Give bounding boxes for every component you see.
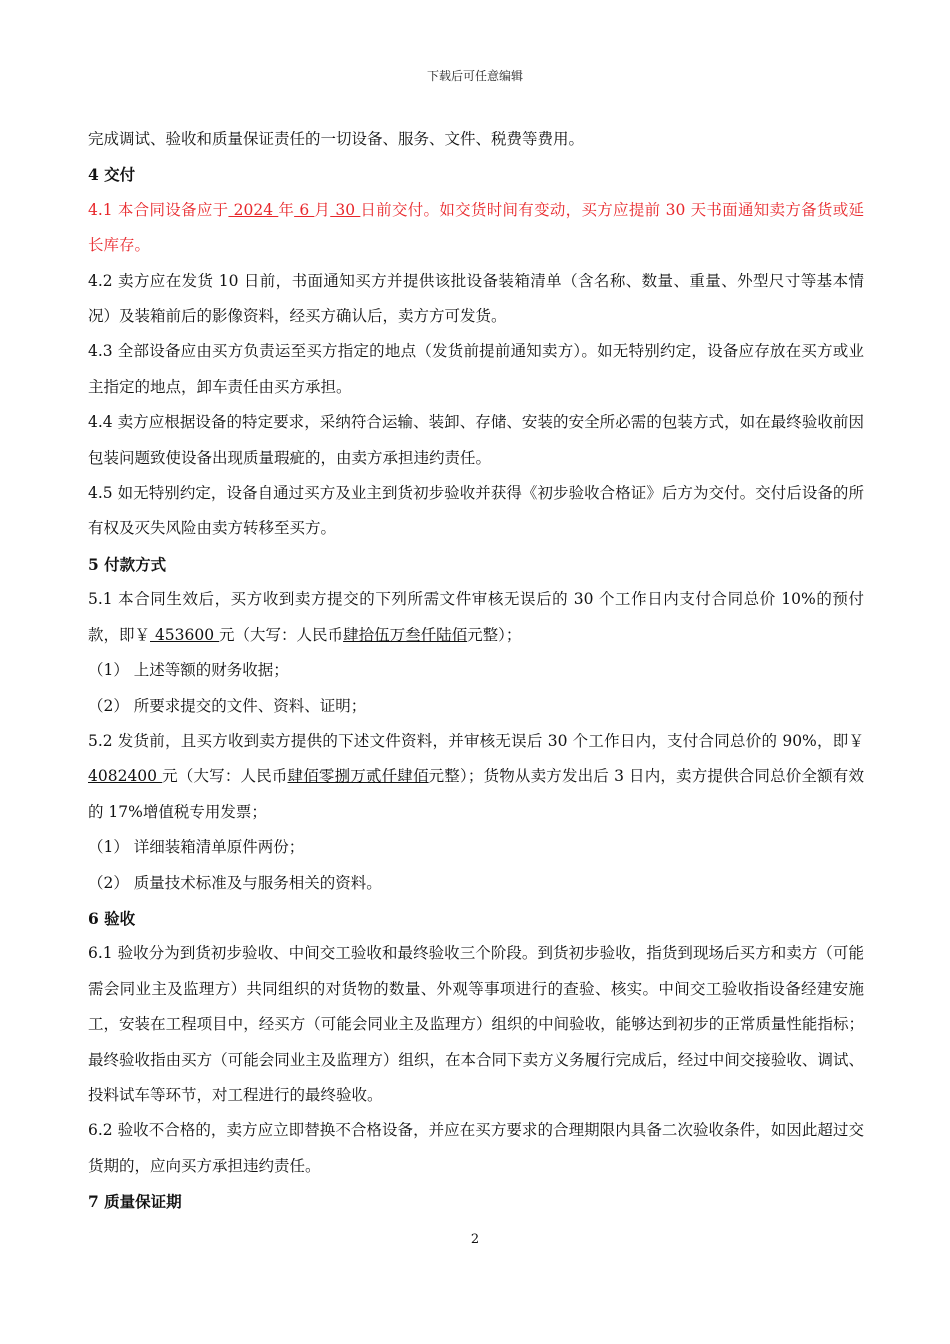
clause-5-1-text-b: 元（大写：人民币: [219, 625, 344, 644]
clause-5-2-text-a: 5.2 发货前，且买方收到卖方提供的下述文件资料，并审核无误后 30 个工作日内，支付合同总价的 90%，即￥: [88, 731, 864, 750]
clause-4-5: 4.5 如无特别约定，设备自通过买方及业主到货初步验收并获得《初步验收合格证》后方为交付。交付后设备的所有权及灭失风险由卖方转移至买方。: [88, 484, 864, 538]
clause-4-1: [88, 193, 864, 264]
section-heading-payment: 5 付款方式: [88, 554, 167, 574]
section-heading-delivery: 4 交付: [88, 165, 136, 185]
clause-5-1-text-a: 5.1 本合同生效后，买方收到卖方提交的下列所需文件审核无误后的 30 个工作日内支付合同总价 10%的预付款，即￥: [88, 590, 864, 644]
clause-4-3: 4.3 全部设备应由买方负责运至买方指定的地点（发货前提前通知卖方）。如无特别约定，设备应存放在买方或业主指定的地点，卸车责任由买方承担。: [88, 342, 864, 396]
document-body: [88, 122, 864, 1220]
clause-6-2: 6.2 验收不合格的，卖方应立即替换不合格设备，并应在买方要求的合理期限内具备二次验收条件，如因此超过交货期的，应向买方承担违约责任。: [88, 1121, 864, 1175]
paragraph-continuation: 完成调试、验收和质量保证责任的一切设备、服务、文件、税费等费用。: [88, 130, 585, 148]
page-header: 下载后可任意编辑: [426, 69, 523, 83]
clause-5-2-text-b: 元（大写：人民币: [162, 767, 288, 786]
clause-4-4: 4.4 卖方应根据设备的特定要求，采纳符合运输、装卸、存储、安装的安全所必需的包装方式，如在最终验收前因包装问题致使设备出现质量瑕疵的，由卖方承担违约责任。: [88, 413, 864, 467]
page-number: 2: [470, 1232, 480, 1247]
section-heading-warranty: 7 质量保证期: [88, 1192, 182, 1212]
clause-5-2-item-1: （1） 详细装箱清单原件两份；: [88, 838, 305, 857]
section-heading-acceptance: 6 验收: [88, 908, 136, 928]
clause-5-2-text-c: 元整）；货物从卖方发出后 3 日内，卖方提供合同总价全额有效的 17%增值税专用发票；: [88, 767, 864, 821]
delivery-day: 30: [330, 200, 361, 219]
clause-4-1-text-c: 月: [314, 200, 331, 219]
clause-4-2: 4.2 卖方应在发货 10 日前，书面通知买方并提供该批设备装箱清单（含名称、数量、重量、外型尺寸等基本情况）及装箱前后的影像资料，经买方确认后，卖方方可发货。: [88, 271, 864, 326]
clause-4-1-text-b: 年: [278, 200, 295, 219]
clause-6-1: 6.1 验收分为到货初步验收、中间交工验收和最终验收三个阶段。到货初步验收，指货到现场后买方和卖方（可能需会同业主及监理方）共同组织的对货物的数量、外观等事项进行的查验、核实。中间交工验收指设备经建安施工，安装在工程项目中，经买方（可能会同业主及监理方）组织的中间验收，能够达到初步的正常质量性能指标；最终验收指由买方（可能会同业主及监理方）组织，在本合同下卖方义务履行完成后，经过中间交接验收、调试、投料试车等环节，对工程进行的最终验收。: [88, 944, 864, 1104]
prepayment-amount: 453600: [150, 625, 220, 644]
clause-5-1: [88, 582, 864, 653]
clause-5-1-item-2: （2） 所要求提交的文件、资料、证明；: [88, 696, 367, 715]
clause-4-1-text-a: 4.1 本合同设备应于: [88, 200, 229, 219]
prepayment-amount-words: 肆拾伍万叁仟陆佰: [343, 625, 468, 644]
balance-amount: 4082400: [88, 767, 163, 786]
clause-5-1-item-1: （1） 上述等额的财务收据；: [88, 661, 289, 680]
balance-amount-words: 肆佰零捌万贰仟肆佰: [287, 767, 429, 786]
clause-5-1-text-c: 元整）；: [467, 625, 522, 644]
delivery-year: 2024: [228, 200, 279, 219]
clause-5-2-item-2: （2） 质量技术标准及与服务相关的资料。: [88, 873, 382, 892]
clause-4-1-text-d: 日前交付。如交货时间有变动，买方应提前 30 天书面通知卖方备货或延长库存。: [88, 200, 864, 255]
delivery-month: 6: [294, 200, 315, 219]
clause-5-2: [88, 724, 864, 830]
